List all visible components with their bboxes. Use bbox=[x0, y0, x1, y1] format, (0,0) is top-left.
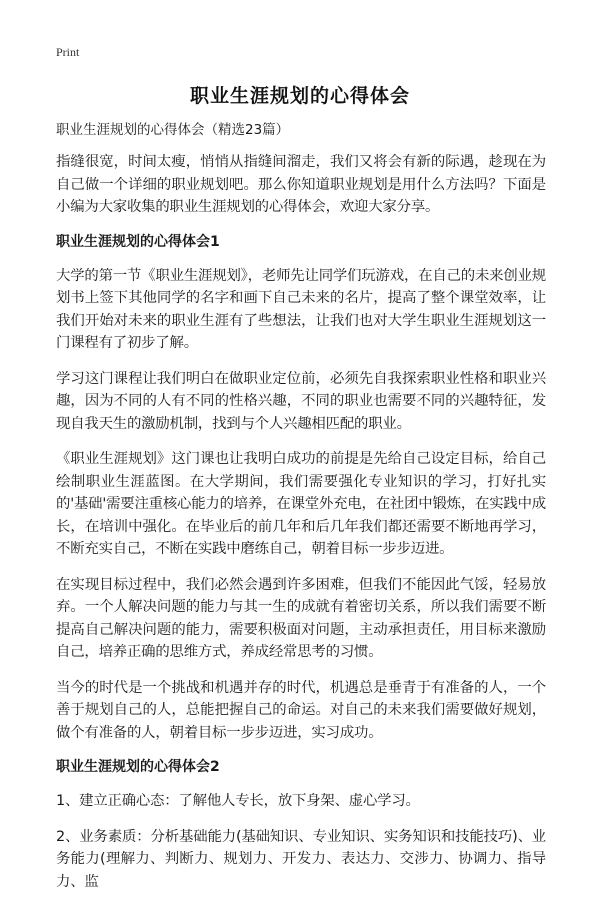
section-paragraph: 当今的时代是一个挑战和机遇并存的时代，机遇总是垂青于有准备的人，一个善于规划自己的人，总能把握自己的命运。对自己的未来我们需要做好规划，做个有准备的人，朝着目标一步步迈进，实习成功。 bbox=[56, 679, 546, 741]
section-paragraph: 大学的第一节《职业生涯规划》，老师先让同学们玩游戏，在自己的未来创业规划书上签下其他同学的名字和画下自己未来的名片，提高了整个课堂效率，让我们开始对未来的职业生涯有了些想法，让我们也对大学生职业生涯规划这一门课程有了初步了解。 bbox=[56, 267, 546, 351]
article-content bbox=[56, 121, 546, 906]
intro-paragraph: 指缝很宽，时间太瘦，悄悄从指缝间溜走，我们又将会有新的际遇，趁现在为自己做一个详细的职业规划吧。那么你知道职业规划是用什么方法吗？下面是小编为大家收集的职业生涯规划的心得体会，欢迎大家分享。 bbox=[56, 154, 546, 215]
page-title: 职业生涯规划的心得体会 bbox=[189, 85, 410, 107]
section-paragraph: 学习这门课程让我们明白在做职业定位前，必须先自我探索职业性格和职业兴趣，因为不同的人有不同的性格兴趣，不同的职业也需要不同的兴趣特征，发现自我天生的激励机制，找到与个人兴趣相匹配的职业。 bbox=[56, 370, 546, 432]
section-paragraph: 《职业生涯规划》这门课也让我明白成功的前提是先给自己设定目标，给自己绘制职业生涯蓝图。在大学期间，我们需要强化专业知识的学习，打好扎实的'基础'需要注重核心能力的培养，在课堂外充电，在社团中锻炼，在实践中成长，在培训中强化。在毕业后的前几年和后几年我们都还需要不断地再学习，不断充实自己，不断在实践中磨练自己，朝着目标一步步迈进。 bbox=[56, 451, 546, 557]
section-heading: 职业生涯规划的心得体会1 bbox=[56, 233, 220, 250]
section-heading: 职业生涯规划的心得体会2 bbox=[56, 759, 220, 775]
section-paragraph: 2、业务素质：分析基础能力(基础知识、专业知识、实务知识和技能技巧)、业务能力(理解力、判断力、规划力、开发力、表达力、交涉力、协调力、指导力、监 bbox=[56, 828, 546, 890]
section-paragraph: 在实现目标过程中，我们必然会遇到许多困难，但我们不能因此气馁，轻易放弃。一个人解决问题的能力与其一生的成就有着密切关系，所以我们需要不断提高自己解决问题的能力，需要积极面对问题，主动承担责任，用目标来激励自己，培养正确的思维方式，养成经常思考的习惯。 bbox=[56, 576, 546, 660]
article-subtitle: 职业生涯规划的心得体会（精选23篇） bbox=[56, 122, 290, 138]
section-paragraph: 1、建立正确心态：了解他人专长，放下身架、虚心学习。 bbox=[56, 793, 420, 809]
print-link[interactable]: Print bbox=[56, 45, 80, 59]
